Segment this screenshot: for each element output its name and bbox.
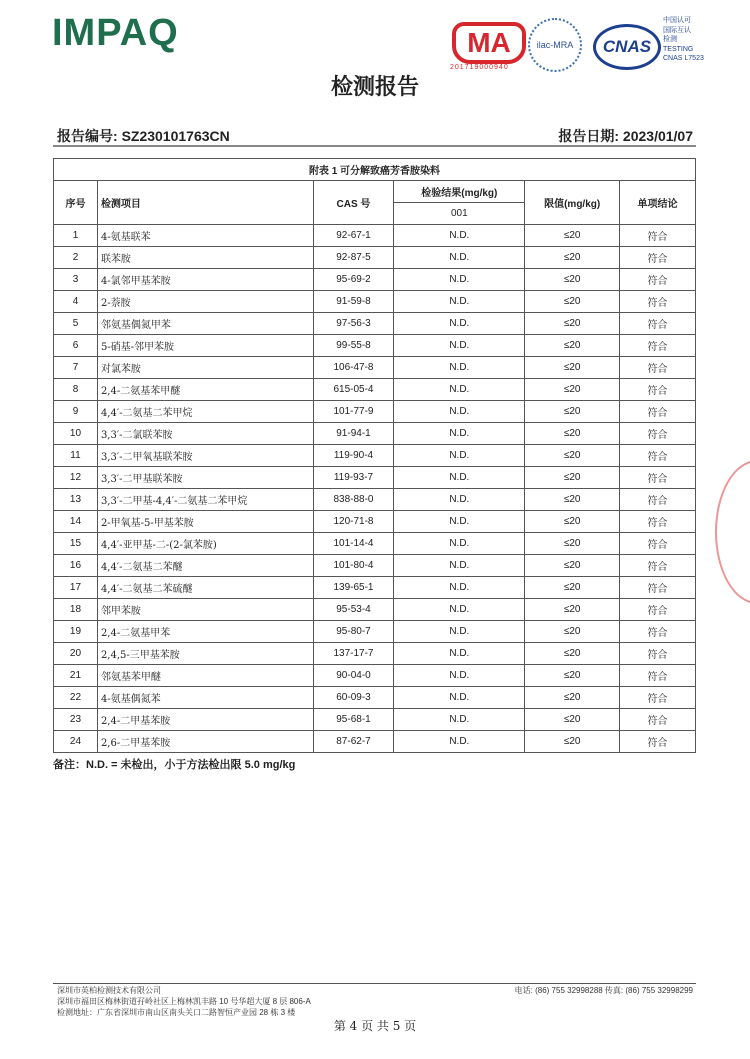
cell-conclusion: 符合 [620,357,696,379]
table-row [54,599,696,621]
cell-limit: ≤20 [525,555,620,577]
cell-conclusion: 符合 [620,335,696,357]
cell-limit: ≤20 [525,379,620,401]
cell-conclusion: 符合 [620,511,696,533]
cell-cas: 99-55-8 [313,335,394,357]
cell-item: 2-萘胺 [97,291,313,313]
cell-item: 3,3′-二氯联苯胺 [97,423,313,445]
cnas-line: 检测 [663,36,677,43]
cell-result: N.D. [394,577,525,599]
footer-phone: 电话: (86) 755 32998288 传真: (86) 755 32998299 [514,986,693,995]
cell-no: 16 [54,555,98,577]
cell-result: N.D. [394,335,525,357]
cell-item: 4-氨基联苯 [97,225,313,247]
cell-limit: ≤20 [525,335,620,357]
cell-conclusion: 符合 [620,687,696,709]
cell-item: 4-氨基偶氮苯 [97,687,313,709]
cell-item: 邻氨基苯甲醚 [97,665,313,687]
cell-item: 4,4′-二氨基二苯硫醚 [97,577,313,599]
cell-cas: 139-65-1 [313,577,394,599]
cell-no: 2 [54,247,98,269]
footer-address [57,985,311,1018]
cell-limit: ≤20 [525,621,620,643]
cell-cas: 101-77-9 [313,401,394,423]
cnas-line: CNAS L7523 [663,55,704,62]
table-row [54,643,696,665]
table-row [54,335,696,357]
cell-limit: ≤20 [525,687,620,709]
cell-result: N.D. [394,599,525,621]
cell-item: 2,6-二甲基苯胺 [97,731,313,753]
page-number: 第 4 页 共 5 页 [333,1019,417,1033]
cell-no: 7 [54,357,98,379]
cell-result: N.D. [394,423,525,445]
report-number [57,126,230,146]
cell-conclusion: 符合 [620,379,696,401]
cell-result: N.D. [394,621,525,643]
divider [53,145,696,147]
table-row [54,533,696,555]
cell-item: 3,3′-二甲基-4,4′-二氨基二苯甲烷 [97,489,313,511]
cell-cas: 92-67-1 [313,225,394,247]
report-date [558,126,693,146]
cell-no: 1 [54,225,98,247]
table-row [54,445,696,467]
cnas-line: TESTING [663,45,694,53]
cnas-line: 中国认可 [663,17,691,24]
report-date-value: 2023/01/07 [622,128,693,144]
cell-cas: 91-59-8 [313,291,394,313]
cell-cas: 90-04-0 [313,665,394,687]
cell-no: 20 [54,643,98,665]
cell-limit: ≤20 [525,709,620,731]
cell-no: 10 [54,423,98,445]
cell-result: N.D. [394,731,525,753]
cell-limit: ≤20 [525,577,620,599]
cell-cas: 119-90-4 [313,445,394,467]
footer-company: 深圳市英柏检测技术有限公司 [57,986,161,995]
cell-result: N.D. [394,643,525,665]
cell-result: N.D. [394,489,525,511]
footer-divider [53,983,696,984]
cell-cas: 137-17-7 [313,643,394,665]
cell-conclusion: 符合 [620,599,696,621]
header-item: 检测项目 [97,181,313,225]
table-row [54,401,696,423]
cell-no: 11 [54,445,98,467]
report-number-label: 报告编号: [57,128,118,144]
cell-limit: ≤20 [525,731,620,753]
cell-cas: 838-88-0 [313,489,394,511]
cell-result: N.D. [394,687,525,709]
cell-no: 22 [54,687,98,709]
cell-item: 邻氨基偶氮甲苯 [97,313,313,335]
cell-result: N.D. [394,467,525,489]
cell-item: 5-硝基-邻甲苯胺 [97,335,313,357]
cell-conclusion: 符合 [620,577,696,599]
cell-limit: ≤20 [525,643,620,665]
cell-no: 3 [54,269,98,291]
table-row [54,313,696,335]
footer-office-address: 深圳市福田区梅林街道孖岭社区上梅林凯丰路 10 号华超大厦 8 层 806-A [57,997,311,1006]
cell-conclusion: 符合 [620,665,696,687]
cell-conclusion: 符合 [620,313,696,335]
table-row [54,291,696,313]
cell-cas: 95-53-4 [313,599,394,621]
cell-no: 6 [54,335,98,357]
cell-item: 2-甲氧基-5-甲基苯胺 [97,511,313,533]
cell-cas: 97-56-3 [313,313,394,335]
cell-result: N.D. [394,445,525,467]
cell-no: 19 [54,621,98,643]
cell-item: 4-氯邻甲基苯胺 [97,269,313,291]
cell-conclusion: 符合 [620,291,696,313]
cell-result: N.D. [394,709,525,731]
cell-limit: ≤20 [525,665,620,687]
header-cas: CAS 号 [313,181,394,225]
table-row [54,379,696,401]
cnas-line: 国际互认 [663,26,691,34]
cell-no: 18 [54,599,98,621]
cell-item: 2,4-二甲基苯胺 [97,709,313,731]
ilac-mra-logo: ilac-MRA [528,18,582,72]
table-caption: 附表 1 可分解致癌芳香胺染料 [54,159,696,181]
cell-cas: 120-71-8 [313,511,394,533]
certification-logos [450,14,720,74]
cell-item: 2,4-二氨基苯甲醚 [97,379,313,401]
cell-conclusion: 符合 [620,225,696,247]
cell-result: N.D. [394,511,525,533]
cell-item: 对氯苯胺 [97,357,313,379]
cma-logo: MA [452,22,526,64]
cell-cas: 95-80-7 [313,621,394,643]
cell-limit: ≤20 [525,357,620,379]
cell-cas: 92-87-5 [313,247,394,269]
cell-conclusion: 符合 [620,709,696,731]
cell-limit: ≤20 [525,467,620,489]
table-row [54,423,696,445]
header-no: 序号 [54,181,98,225]
cell-limit: ≤20 [525,533,620,555]
cell-item: 邻甲苯胺 [97,599,313,621]
cell-no: 5 [54,313,98,335]
table-row [54,489,696,511]
cell-result: N.D. [394,291,525,313]
cell-no: 17 [54,577,98,599]
cell-cas: 106-47-8 [313,357,394,379]
cell-no: 4 [54,291,98,313]
cell-conclusion: 符合 [620,467,696,489]
cell-limit: ≤20 [525,401,620,423]
table-body [54,225,696,753]
cell-item: 3,3′-二甲基联苯胺 [97,467,313,489]
company-stamp [715,460,750,604]
note: 备注：N.D. = 未检出，小于方法检出限 5.0 mg/kg [53,759,296,771]
cell-item: 2,4-二氨基甲苯 [97,621,313,643]
cell-result: N.D. [394,313,525,335]
cell-result: N.D. [394,225,525,247]
cell-cas: 101-80-4 [313,555,394,577]
cell-limit: ≤20 [525,445,620,467]
impaq-logo: IMPAQ [52,12,179,54]
cell-limit: ≤20 [525,291,620,313]
cell-no: 21 [54,665,98,687]
table-row [54,665,696,687]
cell-item: 4,4′-二氨基二苯醚 [97,555,313,577]
cell-result: N.D. [394,533,525,555]
cell-cas: 615-05-4 [313,379,394,401]
cell-limit: ≤20 [525,313,620,335]
cell-conclusion: 符合 [620,533,696,555]
cell-limit: ≤20 [525,489,620,511]
cell-result: N.D. [394,247,525,269]
cell-no: 14 [54,511,98,533]
cell-limit: ≤20 [525,511,620,533]
footer-lab-address: 检测地址：广东省深圳市南山区南头关口二路智恒产业园 28 栋 3 楼 [57,1008,296,1017]
cell-cas: 119-93-7 [313,467,394,489]
table-row [54,621,696,643]
cell-result: N.D. [394,379,525,401]
cell-item: 2,4,5-三甲基苯胺 [97,643,313,665]
cnas-text [663,16,704,64]
cell-no: 9 [54,401,98,423]
header-sample: 001 [394,203,525,225]
cell-limit: ≤20 [525,599,620,621]
cell-cas: 101-14-4 [313,533,394,555]
table-row [54,731,696,753]
cell-no: 13 [54,489,98,511]
cell-conclusion: 符合 [620,247,696,269]
cell-conclusion: 符合 [620,445,696,467]
table-row [54,511,696,533]
cell-cas: 95-69-2 [313,269,394,291]
cell-no: 12 [54,467,98,489]
cell-cas: 95-68-1 [313,709,394,731]
cell-result: N.D. [394,357,525,379]
cell-conclusion: 符合 [620,643,696,665]
cell-limit: ≤20 [525,225,620,247]
results-table [53,158,696,753]
cell-no: 24 [54,731,98,753]
report-number-value: SZ230101763CN [121,128,230,144]
cell-conclusion: 符合 [620,401,696,423]
cell-cas: 91-94-1 [313,423,394,445]
table-row [54,577,696,599]
table-row [54,687,696,709]
table-row [54,269,696,291]
cell-no: 8 [54,379,98,401]
table-row [54,357,696,379]
table-row [54,467,696,489]
cma-number: 201719000940 [450,64,509,71]
cell-cas: 87-62-7 [313,731,394,753]
report-date-label: 报告日期: [558,128,620,144]
header-limit: 限值(mg/kg) [525,181,620,225]
cell-result: N.D. [394,555,525,577]
header-conclusion: 单项结论 [620,181,696,225]
cnas-logo: CNAS [593,24,661,70]
cell-conclusion: 符合 [620,731,696,753]
cell-result: N.D. [394,401,525,423]
header-result: 检验结果(mg/kg) [394,181,525,203]
page-title: 检测报告 [330,74,419,99]
cell-item: 4,4′-二氨基二苯甲烷 [97,401,313,423]
cell-conclusion: 符合 [620,555,696,577]
table-row [54,247,696,269]
cell-result: N.D. [394,665,525,687]
table-row [54,709,696,731]
table-row [54,225,696,247]
cell-limit: ≤20 [525,247,620,269]
table-row [54,555,696,577]
cell-conclusion: 符合 [620,489,696,511]
cell-conclusion: 符合 [620,423,696,445]
cell-item: 联苯胺 [97,247,313,269]
cell-item: 3,3′-二甲氧基联苯胺 [97,445,313,467]
cell-limit: ≤20 [525,269,620,291]
cell-conclusion: 符合 [620,269,696,291]
cell-cas: 60-09-3 [313,687,394,709]
cell-limit: ≤20 [525,423,620,445]
cell-no: 23 [54,709,98,731]
cell-no: 15 [54,533,98,555]
cell-item: 4,4′-亚甲基-二-(2-氯苯胺) [97,533,313,555]
cell-conclusion: 符合 [620,621,696,643]
cell-result: N.D. [394,269,525,291]
